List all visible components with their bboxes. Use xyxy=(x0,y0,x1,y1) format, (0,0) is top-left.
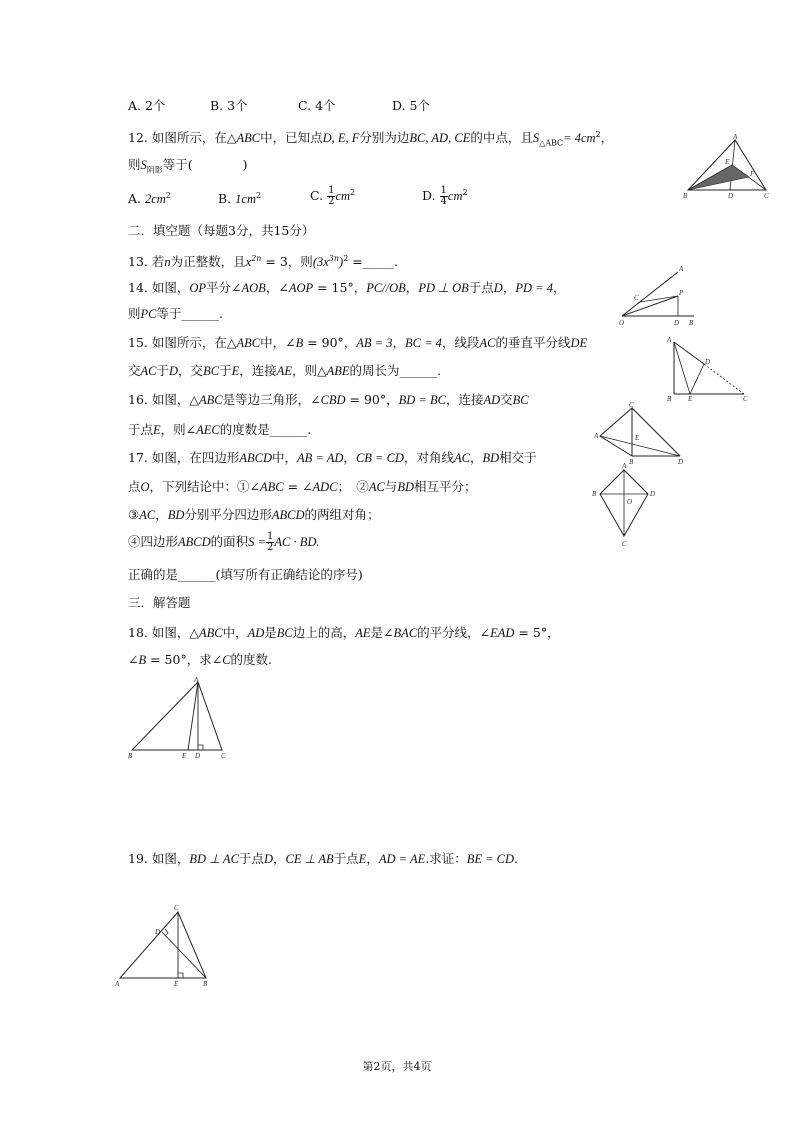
section-3-heading: 三．解答题 xyxy=(128,595,191,610)
q12-figure xyxy=(680,132,775,204)
svg-text:B: B xyxy=(667,395,672,403)
q16-figure xyxy=(592,400,692,466)
q13: 13. 若n为正整数，且$x^{2n} = 3$，则$(3x^{3n})^2$ =_____. xyxy=(128,254,398,270)
q14-line1: 14. 如图，OP平分∠AOB，∠AOP = 15°，PC//OB，PD ⊥ OB于点D，PD = 4， xyxy=(128,280,566,295)
svg-text:B: B xyxy=(629,458,634,466)
q15-line1: 15. 如图所示，在△ABC中，∠B = 90°，AB = 3，BC = 4，线段AC的垂直平分线DE xyxy=(128,335,588,350)
svg-text:D: D xyxy=(195,752,201,760)
svg-text:A: A xyxy=(667,336,672,344)
svg-text:C: C xyxy=(634,294,639,302)
svg-text:E: E xyxy=(688,395,693,403)
q17-figure xyxy=(588,460,662,550)
q12-stem: 12. 如图所示，在△ABC中，已知点D, E, F分别为边BC, AD, CE的中点，且$S_{\triangle ABC}= 4cm^2$， xyxy=(128,130,614,148)
svg-text:B: B xyxy=(203,980,208,988)
svg-text:C: C xyxy=(174,904,179,912)
svg-text:A: A xyxy=(115,980,120,988)
q19-figure xyxy=(112,902,216,990)
q12-option-a: A. $2cm^2$ xyxy=(128,191,171,207)
svg-text:C: C xyxy=(221,752,226,760)
svg-text:D: D xyxy=(674,319,680,327)
svg-text:C: C xyxy=(622,540,627,548)
svg-text:O: O xyxy=(619,319,625,327)
q15-line2: 交AC于D，交BC于E，连接AE，则△ABE的周长为______. xyxy=(128,363,442,378)
q15-figure xyxy=(664,334,754,404)
q18-figure xyxy=(124,674,234,762)
svg-text:A: A xyxy=(594,432,599,440)
q12-option-d: D. $\frac{1}{4}$ $cm^2$ xyxy=(422,185,468,207)
q11-option-c: C. 4个 xyxy=(298,98,336,113)
svg-text:B: B xyxy=(689,319,694,327)
q17-line3: ③AC，BD分别平分四边形ABCD的两组对角； xyxy=(128,507,380,522)
svg-text:E: E xyxy=(725,158,730,166)
q11-option-d: D. 5个 xyxy=(392,98,430,113)
svg-text:D: D xyxy=(650,490,656,498)
q17-line4: ④四边形ABCD的面积S = $\frac{1}{2}$ AC · BD. xyxy=(128,531,320,553)
q19: 19. 如图，BD ⊥ AC于点D，CE ⊥ AB于点E，AD = AE.求证：BE = CD. xyxy=(128,851,519,866)
svg-text:E: E xyxy=(182,752,187,760)
svg-text:D: D xyxy=(155,928,161,936)
page-footer: 第2页，共4页 xyxy=(362,1060,432,1073)
q14-line2: 则PC等于______. xyxy=(128,306,223,321)
q18-line1: 18. 如图，△ABC中，AD是BC边上的高，AE是∠BAC的平分线，∠EAD = 5°， xyxy=(128,625,560,640)
svg-text:B: B xyxy=(128,752,133,760)
svg-text:D: D xyxy=(705,358,711,366)
svg-text:B: B xyxy=(683,192,688,200)
section-2-heading: 二．填空题（每题3分，共15分） xyxy=(128,223,315,238)
svg-text:F: F xyxy=(750,170,755,178)
svg-text:E: E xyxy=(635,434,640,442)
svg-text:E: E xyxy=(174,980,179,988)
svg-text:D: D xyxy=(728,192,734,200)
q17-answer-prompt: 正确的是______(填写所有正确结论的序号) xyxy=(128,567,363,582)
q16-line2: 于点E，则∠AEC的度数是______. xyxy=(128,422,312,437)
svg-text:B: B xyxy=(592,490,597,498)
svg-text:A: A xyxy=(679,265,684,273)
q12-option-c: C. $\frac{1}{2}$ $cm^2$ xyxy=(310,185,356,207)
svg-text:P: P xyxy=(679,289,684,297)
svg-text:C: C xyxy=(629,401,634,409)
svg-text:C: C xyxy=(764,192,769,200)
svg-text:A: A xyxy=(622,462,627,470)
q11-option-a: A. 2个 xyxy=(128,98,166,113)
svg-text:O: O xyxy=(627,498,633,506)
q17-line2: 点O，下列结论中：①∠ABC = ∠ADC； ②AC与BD相互平分； xyxy=(128,479,477,494)
q18-line2: ∠B = 50°，求∠C的度数. xyxy=(128,652,273,667)
svg-text:C: C xyxy=(743,395,748,403)
q17-line1: 17. 如图，在四边形ABCD中，AB = AD，CB = CD，对角线AC，BD相交于 xyxy=(128,450,537,465)
svg-text:A: A xyxy=(733,133,738,141)
q11-option-b: B. 3个 xyxy=(210,98,248,113)
svg-text:D: D xyxy=(678,458,684,466)
q12-option-b: B. $1cm^2$ xyxy=(218,191,262,207)
q16-line1: 16. 如图，△ABC是等边三角形，∠CBD = 90°，BD = BC，连接AD交BC xyxy=(128,392,529,407)
q14-figure xyxy=(616,262,698,328)
q12-line2: 则$S_{阴影}$等于( ) xyxy=(128,157,248,175)
svg-text:A: A xyxy=(194,676,199,684)
